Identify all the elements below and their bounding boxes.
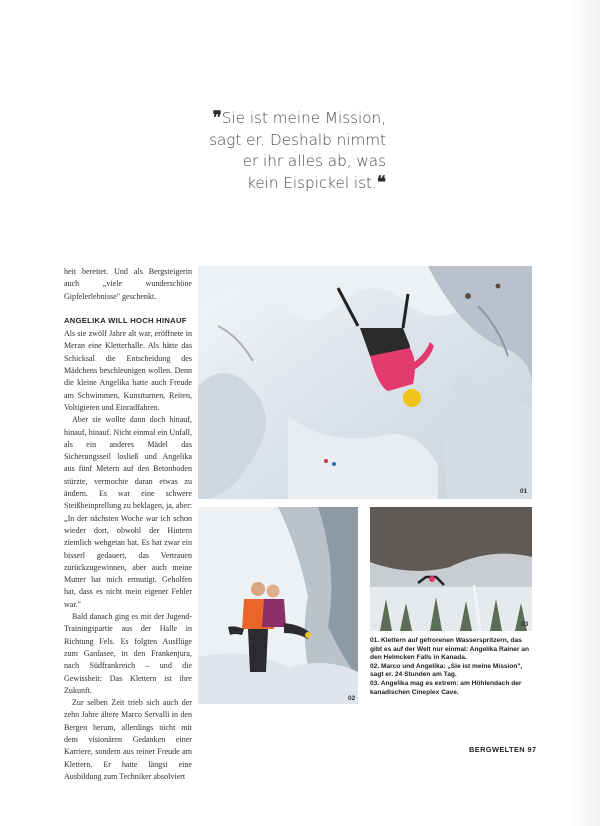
photo-ice-climbing bbox=[198, 266, 532, 499]
article-paragraph: Aber sie wollte dann doch hinauf, hinauf, hinauf. Nicht einmal ein Unfall, als ein anderes Mädel das Sicherungsseil losließ und Angelika aus fünf Metern auf den Betonboden stürzte, vermochte daran etwas zu ändern. Es war eine schwere Steißbeinprellung zu beklagen, ja, aber: „In der nächsten Woche war ich schon wieder dort, obwohl der Hintern ziemlich wehgetan hat. Es hat zwar ein bisserl gedauert, das Vertrauen zurückzugewinnen, aber auch meine Mutter hat mich ermutigt. Geholfen hat, dass es nicht mein eigener Fehler war." bbox=[64, 415, 192, 609]
couple-illustration bbox=[198, 507, 358, 704]
photo-number-03: 03 bbox=[521, 621, 529, 628]
pull-quote-line-2: sagt er. Deshalb nimmt bbox=[209, 130, 386, 149]
article-subheading: ANGELIKA WILL HOCH HINAUF bbox=[64, 315, 187, 325]
article-paragraph: Bald danach ging es mit der Jugend-Trainingspartie aus der Halle in Richtung Fels. Es folgten Ausflüge zum Gardasee, in den Frankenjura, nach Südfrankreich – und die Gewissheit: Das Klettern ist ihre Zukunft. bbox=[64, 612, 192, 695]
caption-3: 03. Angelika mag es extrem: am Höhlendach der kanadischen Cineplex Cave. bbox=[370, 679, 522, 696]
article-paragraph: Zur selben Zeit trieb sich auch der zehn Jahre ältere Marco Servalli in den Bergen herum, allerdings nicht mit dem visionären Gedanken einer Karriere, sondern aus reiner Freude am Klettern. Er hatte längst eine Ausbildung zum Techniker absolviert bbox=[64, 698, 192, 781]
pull-quote-line-3: er ihr alles ab, was bbox=[242, 152, 386, 170]
article-paragraph: heit bereitet. Und als Bergsteigerin auch „viele wunderschöne Gipfelerlebnisse" geschenkt. bbox=[64, 267, 192, 301]
photo-number-01: 01 bbox=[520, 488, 528, 495]
quote-open-mark: ❞ bbox=[212, 108, 222, 128]
pull-quote bbox=[186, 108, 386, 194]
caption-1: 01. Klettern auf gefrorenen Wasserspritzern, das gibt es auf der Welt nur einmal: Angelika Rainer an den Helmcken Falls in Kanada. bbox=[370, 637, 530, 662]
page-edge bbox=[568, 0, 600, 826]
article-paragraph: Als sie zwölf Jahre alt war, eröffnete in Meran eine Kletterhalle. Als hätte das Schicksal die Entscheidung des Mädchens beschleunigen wollen. Denn die kleine Angelika hatte auch Freude am Schwimmen, Kunstturnen, Reiten, Voltigieren und Einradfahren. bbox=[64, 329, 192, 412]
quote-close-mark: ❝ bbox=[376, 172, 386, 193]
cave-illustration bbox=[370, 507, 532, 631]
article-column bbox=[64, 266, 192, 783]
page-footer: BERGWELTEN 97 bbox=[469, 745, 537, 754]
pull-quote-line-1 bbox=[186, 108, 386, 130]
pull-quote-text-4: kein Eispickel ist. bbox=[247, 173, 377, 192]
pull-quote-line-4 bbox=[186, 173, 386, 195]
pull-quote-text-1: Sie ist meine Mission, bbox=[221, 109, 386, 127]
photo-captions bbox=[370, 637, 532, 697]
photo-couple bbox=[198, 507, 358, 704]
photo-number-02: 02 bbox=[348, 695, 356, 702]
ice-wall-illustration bbox=[198, 266, 532, 499]
caption-2: 02. Marco und Angelika: „Sie ist meine Mission", sagt er. 24 Stunden am Tag. bbox=[370, 662, 523, 679]
photo-cave bbox=[370, 507, 532, 631]
